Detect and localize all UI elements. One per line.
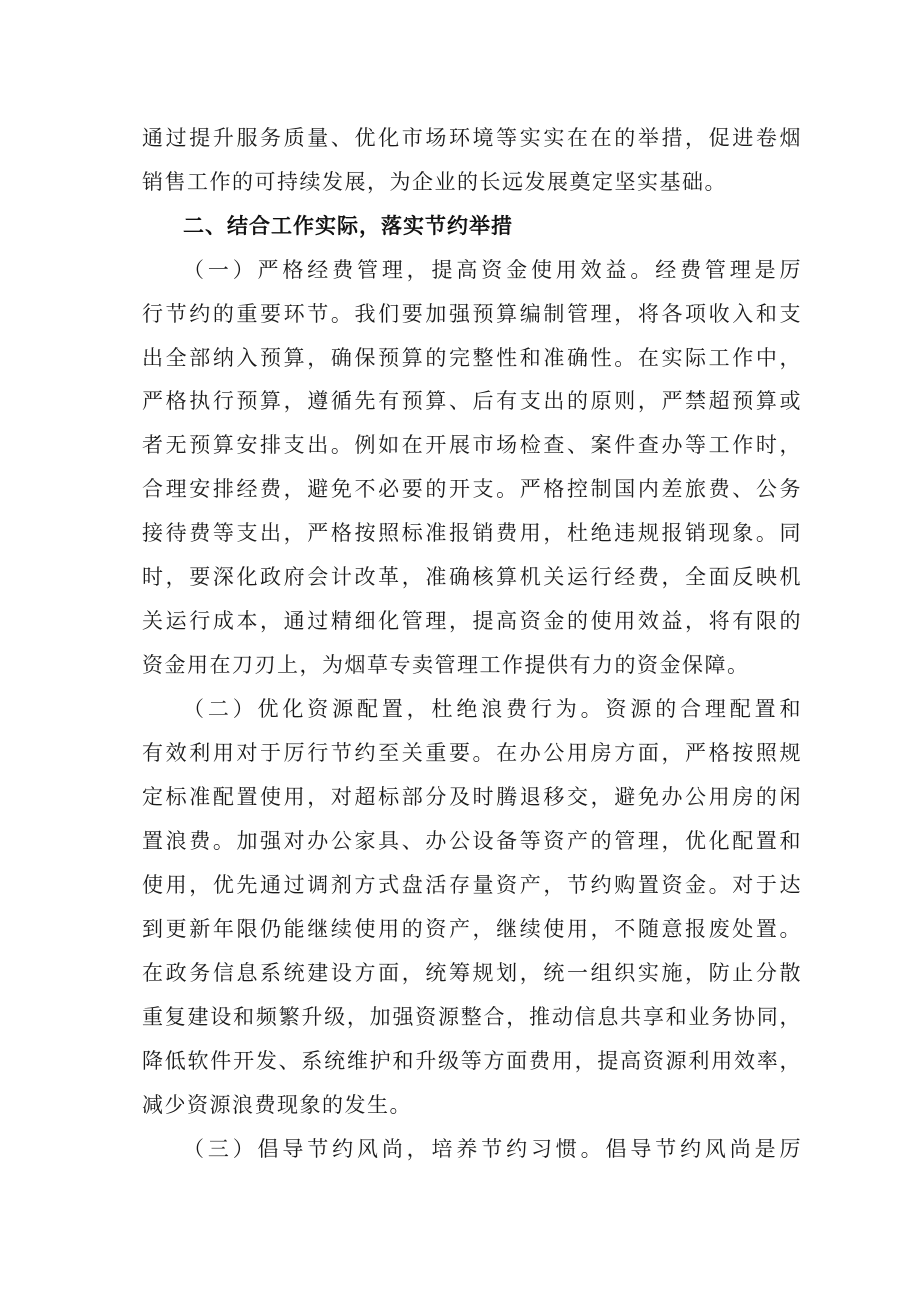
paragraph-line: 合理安排经费，避免不必要的开支。严格控制国内差旅费、公务 (142, 477, 802, 501)
paragraph-line: （二）优化资源配置，杜绝浪费行为。资源的合理配置和 (183, 697, 802, 721)
paragraph-line: 接待费等支出，严格按照标准报销费用，杜绝违规报销现象。同 (142, 521, 802, 545)
paragraph-line: 到更新年限仍能继续使用的资产，继续使用，不随意报废处置。 (142, 917, 802, 941)
section-heading: 二、结合工作实际，落实节约举措 (183, 214, 513, 238)
paragraph-line: 定标准配置使用，对超标部分及时腾退移交，避免办公用房的闲 (142, 785, 802, 809)
paragraph-line: 时，要深化政府会计改革，准确核算机关运行经费，全面反映机 (142, 565, 802, 589)
paragraph-line: 在政务信息系统建设方面，统筹规划，统一组织实施，防止分散 (142, 961, 802, 985)
paragraph-line: 资金用在刀刃上，为烟草专卖管理工作提供有力的资金保障。 (142, 653, 750, 677)
paragraph-line: 销售工作的可持续发展，为企业的长远发展奠定坚实基础。 (142, 170, 727, 194)
paragraph-line: 降低软件开发、系统维护和升级等方面费用，提高资源利用效率， (142, 1049, 802, 1073)
paragraph-line: 有效利用对于厉行节约至关重要。在办公用房方面，严格按照规 (142, 741, 802, 765)
paragraph-line: 出全部纳入预算，确保预算的完整性和准确性。在实际工作中， (142, 346, 802, 370)
paragraph-line: 严格执行预算，遵循先有预算、后有支出的原则，严禁超预算或 (142, 389, 802, 413)
paragraph-line: （一）严格经费管理，提高资金使用效益。经费管理是厉 (183, 258, 802, 282)
paragraph-line: 使用，优先通过调剂方式盘活存量资产，节约购置资金。对于达 (142, 873, 802, 897)
paragraph-line: （三）倡导节约风尚，培养节约习惯。倡导节约风尚是厉 (183, 1137, 802, 1161)
paragraph-line: 减少资源浪费现象的发生。 (142, 1093, 412, 1117)
paragraph-line: 置浪费。加强对办公家具、办公设备等资产的管理，优化配置和 (142, 829, 802, 853)
paragraph-line: 关运行成本，通过精细化管理，提高资金的使用效益，将有限的 (142, 609, 802, 633)
paragraph-line: 通过提升服务质量、优化市场环境等实实在在的举措，促进卷烟 (142, 126, 802, 150)
paragraph-line: 重复建设和频繁升级，加强资源整合，推动信息共享和业务协同， (142, 1005, 802, 1029)
paragraph-line: 行节约的重要环节。我们要加强预算编制管理，将各项收入和支 (142, 302, 802, 326)
paragraph-line: 者无预算安排支出。例如在开展市场检查、案件查办等工作时， (142, 433, 802, 457)
